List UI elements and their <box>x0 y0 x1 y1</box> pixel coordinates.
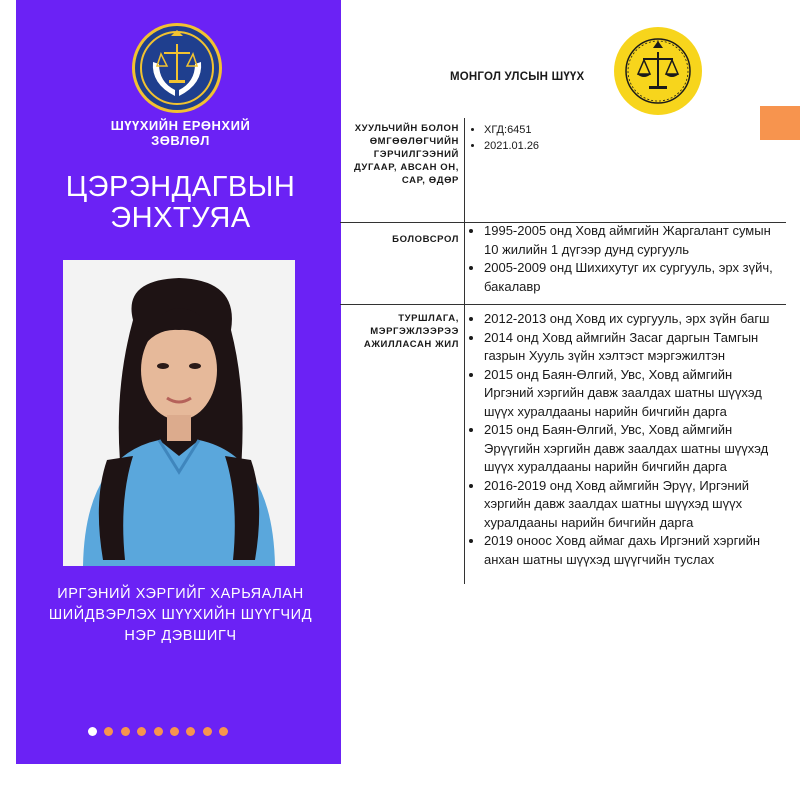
pager-dot[interactable] <box>154 727 163 736</box>
label-line: МЭРГЭЖЛЭЭРЭЭ <box>370 326 459 337</box>
pager-dot[interactable] <box>121 727 130 736</box>
council-name-line: ЗӨВЛӨЛ <box>151 133 210 148</box>
list-item: • 2019 оноос Ховд аймаг дахь Иргэний хэргийн анхан шатны шүүхэд шүүгчийн туслах <box>484 532 784 569</box>
label-line: САР, ӨДӨР <box>401 175 459 186</box>
education-label <box>392 233 459 246</box>
row-divider <box>340 304 786 305</box>
label-line: БОЛОВСРОЛ <box>392 234 459 245</box>
candidate-name <box>18 172 343 234</box>
portrait-image <box>63 260 295 566</box>
council-name-line: ШҮҮХИЙН ЕРӨНХИЙ <box>110 118 251 133</box>
list-item: • 2016-2019 онд Ховд аймгийн Эрүү, Иргэний хэргийн давж заалдах шатны шүүхэд шүүх хуралдааны нарийн бичгийн дарга <box>484 477 784 533</box>
candidacy-line: ИРГЭНИЙ ХЭРГИЙГ ХАРЬЯАЛАН <box>57 586 304 602</box>
pager-dot[interactable] <box>104 727 113 736</box>
list-item: • 2014 онд Ховд аймгийн Засаг даргын Тамгын газрын Хууль зүйн хэлтэст мэргэжилтэн <box>484 329 784 366</box>
label-line: ХУУЛЬЧИЙН БОЛОН <box>354 123 459 134</box>
label-line: ӨМГӨӨЛӨГЧИЙН <box>369 136 459 147</box>
experience-label <box>364 312 459 351</box>
pager-dot[interactable] <box>219 727 228 736</box>
candidacy-line: НЭР ДЭВШИГЧ <box>124 628 237 644</box>
candidate-name-line: ЭНХТУЯА <box>110 202 251 234</box>
candidate-name-line: ЦЭРЭНДАГВЫН <box>65 171 296 203</box>
pager-dot[interactable] <box>186 727 195 736</box>
certificate-list <box>469 122 604 154</box>
accent-tab <box>760 106 800 140</box>
list-item: • ХГД:6451 <box>484 122 604 138</box>
list-item: • 2015 онд Баян-Өлгий, Увс, Ховд аймгийн Эрүүгийн хэргийн давж заалдах шатны шүүхэд шүүх хуралдааны нарийн бичгийн дарга <box>484 421 784 477</box>
list-item: • 2005-2009 онд Шихихутуг их сургууль, эрх зүйч, бакалавр <box>484 259 784 296</box>
pager-dot[interactable] <box>203 727 212 736</box>
pager-dot[interactable] <box>170 727 179 736</box>
candidacy-line: ШИЙДВЭРЛЭХ ШҮҮХИЙН ШҮҮГЧИД <box>48 607 313 623</box>
list-item: • 2012-2013 онд Ховд их сургууль, эрх зүйн багш <box>484 310 784 329</box>
label-line: АЖИЛЛАСАН ЖИЛ <box>363 339 459 350</box>
column-divider <box>464 118 465 584</box>
list-item: • 2015 онд Баян-Өлгий, Увс, Ховд аймгийн Иргэний хэргийн давж заалдах шатны шүүхэд шүүх хуралдааны нарийн бичгийн дарга <box>484 366 784 422</box>
council-name <box>18 118 343 148</box>
list-item: • 2021.01.26 <box>484 138 604 154</box>
experience-list <box>469 310 784 569</box>
education-list <box>469 222 784 296</box>
court-emblem-icon <box>613 26 703 116</box>
court-title: МОНГОЛ УЛСЫН ШҮҮХ <box>450 71 585 83</box>
label-line: ТУРШЛАГА, <box>398 313 459 324</box>
certificate-label <box>354 122 459 187</box>
list-item: • 1995-2005 онд Ховд аймгийн Жаргалант сумын 10 жилийн 1 дүгээр дунд сургууль <box>484 222 784 259</box>
label-line: ДУГААР, АВСАН ОН, <box>353 162 459 173</box>
pager-dot[interactable] <box>137 727 146 736</box>
slide-pager <box>88 727 228 737</box>
candidacy-text <box>18 584 343 647</box>
council-emblem-icon <box>131 22 223 114</box>
candidate-photo <box>63 260 295 566</box>
label-line: ГЭРЧИЛГЭЭНИЙ <box>373 149 459 160</box>
pager-dot[interactable] <box>88 727 97 736</box>
